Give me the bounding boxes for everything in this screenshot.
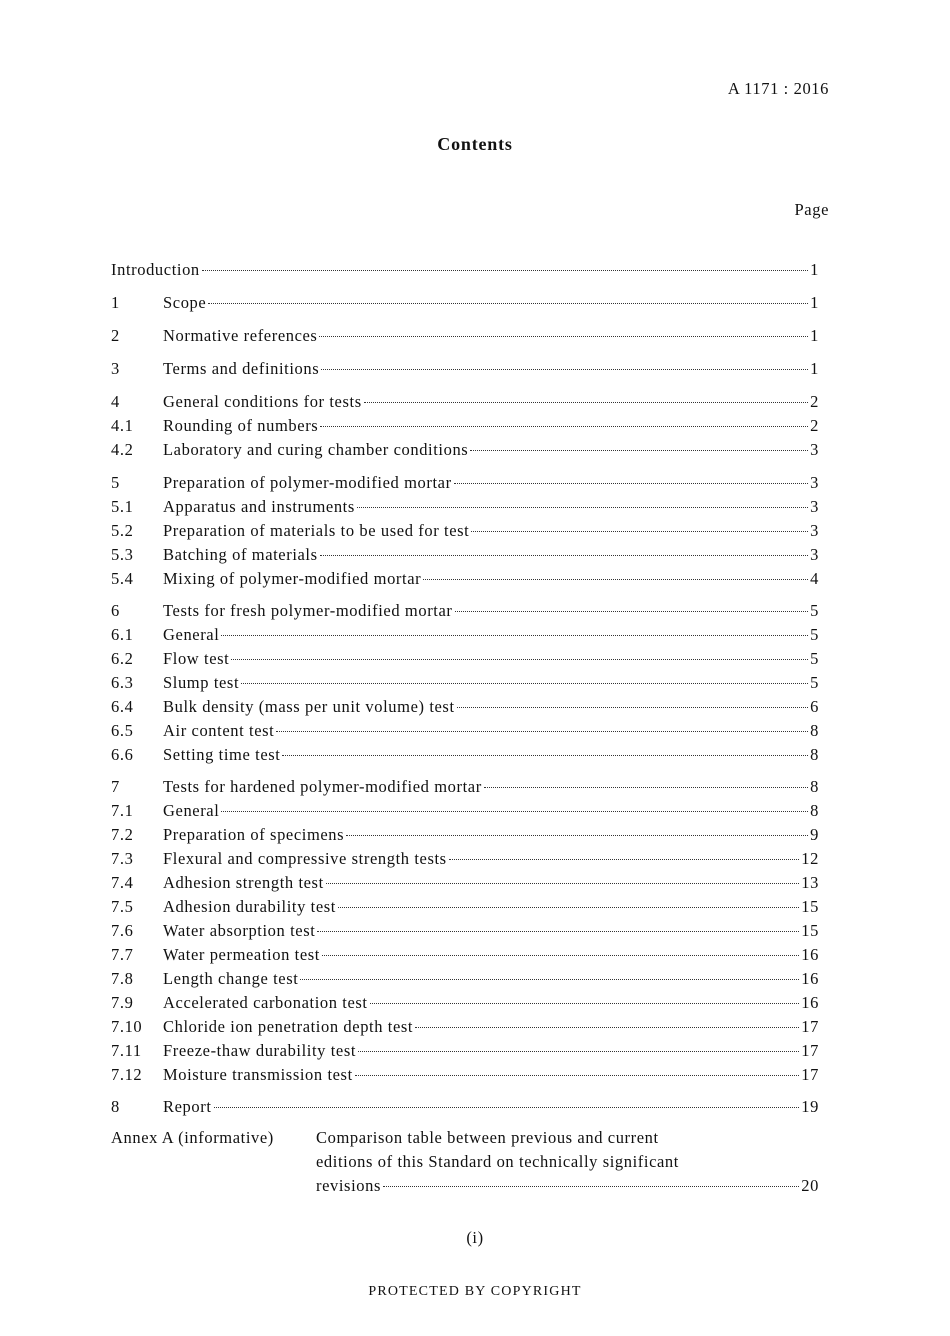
toc-entry[interactable]: [111, 293, 819, 317]
toc-entry-page: 15: [801, 897, 819, 916]
toc-entry-title: General: [163, 625, 220, 644]
toc-entry[interactable]: [111, 545, 819, 569]
dot-leader: [319, 336, 808, 337]
toc-entry-number: 7.4: [111, 873, 134, 892]
toc-entry-number: 6: [111, 601, 120, 620]
dot-leader: [454, 483, 808, 484]
toc-entry-page: 16: [801, 969, 819, 988]
toc-entry-page: 1: [810, 260, 819, 279]
dot-leader: [383, 1186, 799, 1187]
dot-leader: [357, 507, 808, 508]
dot-leader: [338, 907, 799, 908]
toc-entry-number: 7.3: [111, 849, 134, 868]
toc-entry[interactable]: [111, 849, 819, 873]
dot-leader: [214, 1107, 800, 1108]
toc-entry-page: 1: [810, 359, 819, 378]
toc-entry[interactable]: [111, 873, 819, 897]
toc-entry-page: 16: [801, 945, 819, 964]
toc-entry-title: Rounding of numbers: [163, 416, 319, 435]
page-column-heading: Page: [794, 200, 829, 219]
dot-leader: [449, 859, 800, 860]
toc-entry-title: Adhesion durability test: [163, 897, 336, 916]
toc-entry[interactable]: [111, 993, 819, 1017]
toc-entry-number: 7.6: [111, 921, 134, 940]
toc-entry-number: 7.1: [111, 801, 134, 820]
toc-entry-page: 4: [810, 569, 819, 588]
toc-entry-number: 6.2: [111, 649, 134, 668]
toc-entry-page: 3: [810, 497, 819, 516]
toc-entry-page: 3: [810, 545, 819, 564]
toc-entry-page: 5: [810, 649, 819, 668]
toc-entry-page: 8: [810, 777, 819, 796]
toc-entry-number: 6.5: [111, 721, 134, 740]
toc-entry-title: Flexural and compressive strength tests: [163, 849, 447, 868]
toc-entry-number: 5.2: [111, 521, 134, 540]
toc-entry[interactable]: [111, 569, 819, 593]
dot-leader: [321, 369, 808, 370]
toc-entry[interactable]: [111, 721, 819, 745]
toc-entry-title: Chloride ion penetration depth test: [163, 1017, 414, 1036]
toc-entry-title: Bulk density (mass per unit volume) test: [163, 697, 455, 716]
toc-entry-title: Length change test: [163, 969, 299, 988]
toc-entry-number: 7.5: [111, 897, 134, 916]
toc-entry-page: 9: [810, 825, 819, 844]
toc-entry-page: 3: [810, 521, 819, 540]
toc-entry-page: 15: [801, 921, 819, 940]
toc-entry[interactable]: [111, 326, 819, 350]
toc-entry-title: Mixing of polymer-modified mortar: [163, 569, 422, 588]
toc-entry-number: 7.11: [111, 1041, 142, 1060]
dot-leader: [276, 731, 808, 732]
dot-leader: [282, 755, 808, 756]
toc-entry[interactable]: [111, 1097, 819, 1121]
toc-entry-title: Report: [163, 1097, 212, 1116]
toc-entry[interactable]: [111, 897, 819, 921]
dot-leader: [455, 611, 809, 612]
annex-title-line: Comparison table between previous and current: [316, 1128, 659, 1147]
toc-entry-number: 7.2: [111, 825, 134, 844]
dot-leader: [358, 1051, 799, 1052]
toc-entry[interactable]: [111, 801, 819, 825]
dot-leader: [320, 426, 808, 427]
toc-entry-title: Accelerated carbonation test: [163, 993, 368, 1012]
toc-entry[interactable]: [111, 473, 819, 497]
toc-entry[interactable]: [111, 777, 819, 801]
dot-leader: [322, 955, 799, 956]
toc-entry-page: 19: [801, 1097, 819, 1116]
toc-entry[interactable]: [111, 697, 819, 721]
dot-leader: [415, 1027, 799, 1028]
toc-entry-title: Scope: [163, 293, 207, 312]
toc-entry-title: General conditions for tests: [163, 392, 362, 411]
toc-entry[interactable]: [111, 497, 819, 521]
toc-entry-title: Setting time test: [163, 745, 281, 764]
dot-leader: [208, 303, 808, 304]
toc-entry-number: 8: [111, 1097, 120, 1116]
toc-entry-title: Preparation of materials to be used for test: [163, 521, 470, 540]
dot-leader: [470, 450, 808, 451]
toc-entry[interactable]: [111, 601, 819, 625]
toc-entry-page: 1: [810, 326, 819, 345]
toc-entry[interactable]: [111, 416, 819, 440]
toc-entry[interactable]: [111, 673, 819, 697]
toc-entry[interactable]: [111, 260, 819, 284]
toc-entry-title: Air content test: [163, 721, 275, 740]
toc-entry-page: 17: [801, 1017, 819, 1036]
dot-leader: [471, 531, 808, 532]
toc-entry[interactable]: [111, 945, 819, 969]
toc-entry[interactable]: [111, 649, 819, 673]
toc-entry-number: 5.1: [111, 497, 134, 516]
toc-entry-title: Preparation of polymer-modified mortar: [163, 473, 452, 492]
dot-leader: [355, 1075, 800, 1076]
toc-entry-title: Apparatus and instruments: [163, 497, 355, 516]
toc-entry-number: 5.4: [111, 569, 134, 588]
toc-entry-page: 6: [810, 697, 819, 716]
toc-entry[interactable]: [111, 1041, 819, 1065]
page-title: Contents: [437, 134, 513, 154]
toc-entry-number: 4.1: [111, 416, 134, 435]
toc-entry[interactable]: [111, 625, 819, 649]
toc-entry-title: Slump test: [163, 673, 240, 692]
dot-leader: [423, 579, 808, 580]
toc-entry-page: 12: [801, 849, 819, 868]
toc-entry-title: Introduction: [111, 260, 200, 279]
toc-entry-title: General: [163, 801, 220, 820]
toc-entry-page: 5: [810, 673, 819, 692]
toc-entry-title: Water permeation test: [163, 945, 320, 964]
page-number: (i): [466, 1228, 484, 1247]
toc-entry[interactable]: [111, 1065, 819, 1089]
dot-leader: [370, 1003, 800, 1004]
toc-entry-number: 6.4: [111, 697, 134, 716]
annex-title-line: revisions: [316, 1176, 381, 1195]
toc-entry-number: 4: [111, 392, 120, 411]
toc-entry-page: 2: [810, 416, 819, 435]
toc-entry[interactable]: [111, 392, 819, 416]
toc-entry-page: 8: [810, 721, 819, 740]
toc-entry[interactable]: [111, 1017, 819, 1041]
toc-entry-title: Batching of materials: [163, 545, 318, 564]
toc-entry[interactable]: [111, 825, 819, 849]
toc-entry-number: 7.8: [111, 969, 134, 988]
toc-entry-page: 8: [810, 801, 819, 820]
toc-entry-number: 6.3: [111, 673, 134, 692]
dot-leader: [221, 811, 808, 812]
toc-entry-title: Moisture transmission test: [163, 1065, 353, 1084]
dot-leader: [457, 707, 809, 708]
toc-entry-number: 1: [111, 293, 120, 312]
copyright-notice: PROTECTED BY COPYRIGHT: [368, 1284, 582, 1299]
annex-title-line: editions of this Standard on technically significant: [316, 1152, 679, 1171]
toc-entry-title: Terms and definitions: [163, 359, 320, 378]
toc-entry[interactable]: [111, 969, 819, 993]
toc-entry-title: Freeze-thaw durability test: [163, 1041, 357, 1060]
toc-entry-title: Water absorption test: [163, 921, 316, 940]
toc-entry-page: 3: [810, 473, 819, 492]
toc-entry-title: Preparation of specimens: [163, 825, 345, 844]
toc-entry-number: 7.9: [111, 993, 134, 1012]
toc-entry-number: 6.1: [111, 625, 134, 644]
toc-entry-number: 5.3: [111, 545, 134, 564]
dot-leader: [320, 555, 809, 556]
toc-entry-title: Tests for hardened polymer-modified mortar: [163, 777, 482, 796]
dot-leader: [241, 683, 808, 684]
annex-label: Annex A (informative): [111, 1128, 274, 1147]
toc-entry-page: 16: [801, 993, 819, 1012]
dot-leader: [317, 931, 799, 932]
annex-title-last-line: [316, 1176, 819, 1196]
toc-entry-page: 2: [810, 392, 819, 411]
dot-leader: [300, 979, 799, 980]
toc-entry-title: Adhesion strength test: [163, 873, 324, 892]
toc-entry[interactable]: [111, 440, 819, 464]
toc-entry-number: 3: [111, 359, 120, 378]
toc-entry-number: 7.12: [111, 1065, 143, 1084]
toc-entry-title: Flow test: [163, 649, 230, 668]
dot-leader: [221, 635, 808, 636]
toc-entry[interactable]: [111, 745, 819, 769]
toc-entry-number: 4.2: [111, 440, 134, 459]
toc-entry-page: 5: [810, 601, 819, 620]
dot-leader: [346, 835, 808, 836]
toc-entry-page: 13: [801, 873, 819, 892]
dot-leader: [326, 883, 800, 884]
document-number: A 1171 : 2016: [727, 79, 829, 98]
toc-entry-page: 1: [810, 293, 819, 312]
toc-entry[interactable]: [111, 521, 819, 545]
toc-entry-number: 7.7: [111, 945, 134, 964]
annex-page: 20: [801, 1176, 819, 1195]
dot-leader: [202, 270, 808, 271]
toc-entry-page: 17: [801, 1065, 819, 1084]
toc-entry-number: 5: [111, 473, 120, 492]
toc-entry-page: 3: [810, 440, 819, 459]
toc-entry-page: 5: [810, 625, 819, 644]
toc-entry-title: Laboratory and curing chamber conditions: [163, 440, 469, 459]
toc-entry-title: Normative references: [163, 326, 318, 345]
toc-entry-number: 7.10: [111, 1017, 143, 1036]
toc-entry-page: 8: [810, 745, 819, 764]
toc-entry-number: 2: [111, 326, 120, 345]
toc-entry-number: 7: [111, 777, 120, 796]
toc-entry-number: 6.6: [111, 745, 134, 764]
toc-entry[interactable]: [111, 359, 819, 383]
dot-leader: [231, 659, 808, 660]
toc-entry[interactable]: [111, 921, 819, 945]
dot-leader: [364, 402, 808, 403]
toc-entry-page: 17: [801, 1041, 819, 1060]
dot-leader: [484, 787, 808, 788]
toc-entry-title: Tests for fresh polymer-modified mortar: [163, 601, 453, 620]
